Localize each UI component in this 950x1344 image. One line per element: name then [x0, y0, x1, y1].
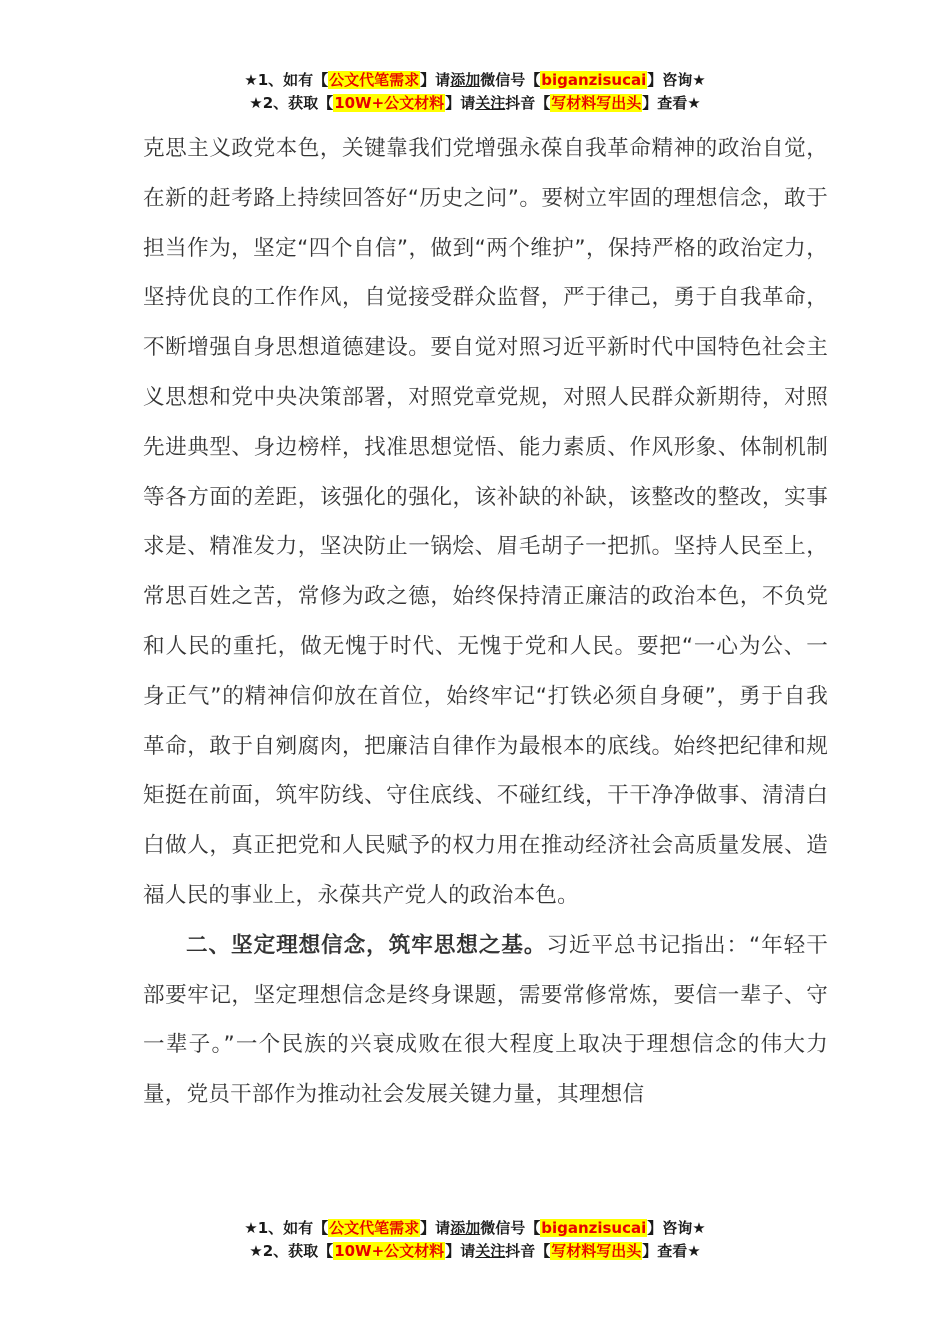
highlight-materials: 10W+公文材料	[334, 94, 445, 112]
highlight-ghostwriting: 公文代笔需求	[329, 1219, 420, 1237]
paragraph-1: 克思主义政党本色，关键靠我们党增强永葆自我革命精神的政治自觉，在新的赶考路上持续回答好“历史之问”。要树立牢固的理想信念，敢于担当作为，坚定“四个自信”，做到“两个维护”，保持严格的政治定力，坚持优良的工作作风，自觉接受群众监督，严于律己，勇于自我革命，不断增强自身思想道德建设。要自觉对照习近平新时代中国特色社会主义思想和党中央决策部署，对照党章党规，对照人民群众新期待，对照先进典型、身边榜样，找准思想觉悟、能力素质、作风形象、体制机制等各方面的差距，该强化的强化，该补缺的补缺，该整改的整改，实事求是、精准发力，坚决防止一锅烩、眉毛胡子一把抓。坚持人民至上，常思百姓之苦，常修为政之德，始终保持清正廉洁的政治本色，不负党和人民的重托，做无愧于时代、无愧于党和人民。要把“一心为公、一身正气”的精神信仰放在首位，始终牢记“打铁必须自身硬”，勇于自我革命，敢于自剜腐肉，把廉洁自律作为最根本的底线。始终把纪律和规矩挺在前面，筑牢防线、守住底线、不碰红线，干干净净做事、清清白白做人，真正把党和人民赋予的权力用在推动经济社会高质量发展、造福人民的事业上，永葆共产党人的政治本色。	[143, 136, 828, 908]
footer-banner-line-2: ★2、获取【10W+公文材料】请关注抖音【写材料写出头】查看★	[249, 1242, 701, 1260]
highlight-materials: 10W+公文材料	[334, 1242, 445, 1260]
highlight-ghostwriting: 公文代笔需求	[329, 71, 420, 89]
header-banner	[0, 69, 950, 115]
highlight-wechat-id: biganzisucai	[541, 1219, 647, 1237]
document-body	[143, 124, 828, 1120]
paragraph-2	[143, 921, 828, 1120]
highlight-douyin-account: 写材料写出头	[551, 1242, 642, 1260]
highlight-wechat-id: biganzisucai	[541, 71, 647, 89]
highlight-douyin-account: 写材料写出头	[551, 94, 642, 112]
header-banner-line-1: ★1、如有【公文代笔需求】请添加微信号【biganzisucai】咨询★	[244, 71, 706, 89]
footer-banner-line-1: ★1、如有【公文代笔需求】请添加微信号【biganzisucai】咨询★	[244, 1219, 706, 1237]
paragraph-2-text: 习近平总书记指出：“年轻干部要牢记，坚定理想信念是终身课题，需要常修常炼，要信一辈子、守一辈子。”一个民族的兴衰成败在很大程度上取决于理想信念的伟大力量，党员干部作为推动社会发展关键力量，其理想信	[143, 932, 828, 1108]
section-heading: 二、坚定理想信念，筑牢思想之基。	[186, 932, 547, 958]
header-banner-line-2: ★2、获取【10W+公文材料】请关注抖音【写材料写出头】查看★	[249, 94, 701, 112]
footer-banner	[0, 1217, 950, 1263]
